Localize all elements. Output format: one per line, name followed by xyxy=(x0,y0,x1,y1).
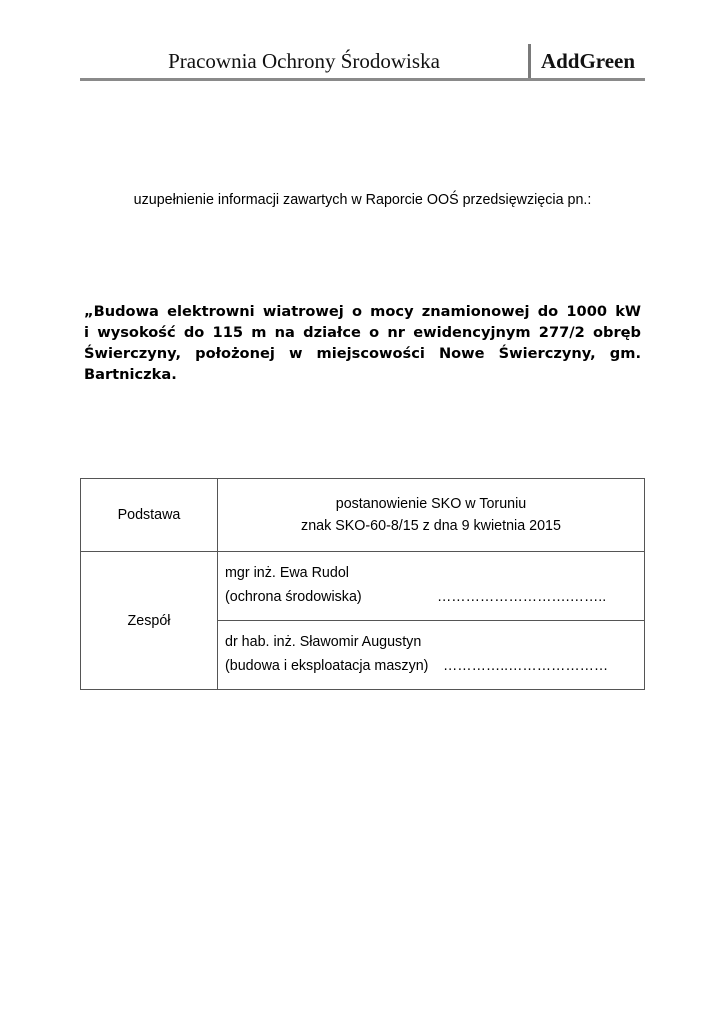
project-title xyxy=(84,301,641,385)
member-name: mgr inż. Ewa Rudol xyxy=(225,565,349,581)
member-field: (budowa i eksploatacja maszyn) xyxy=(225,658,429,674)
basis-label: Podstawa xyxy=(81,479,218,552)
team-row xyxy=(81,552,645,621)
basis-value xyxy=(218,479,645,552)
header-title: Pracownia Ochrony Środowiska xyxy=(168,49,440,73)
header-brand: AddGreen xyxy=(540,49,636,73)
header-rule xyxy=(80,78,645,81)
info-table xyxy=(80,478,645,690)
signature-line: …………..………………… xyxy=(443,658,609,674)
project-title-line: Świerczyny, położonej w miejscowości Nowe Świerczyny, gm. Bartniczka. xyxy=(84,345,641,383)
intro-text: uzupełnienie informacji zawartych w Raporcie OOŚ przedsięwzięcia pn.: xyxy=(133,192,592,208)
basis-row xyxy=(81,479,645,552)
member-field-row xyxy=(225,654,644,678)
basis-line: postanowienie SKO w Toruniu xyxy=(335,496,527,512)
team-member xyxy=(218,552,645,621)
member-field-row xyxy=(225,585,644,609)
team-member xyxy=(218,621,645,690)
project-title-line: i wysokość do 115 m na działce o nr ewidencyjnym 277/2 obręb xyxy=(84,324,641,341)
team-label: Zespół xyxy=(81,552,218,690)
member-field: (ochrona środowiska) xyxy=(225,589,362,605)
member-name: dr hab. inż. Sławomir Augustyn xyxy=(225,634,422,650)
basis-line: znak SKO-60-8/15 z dna 9 kwietnia 2015 xyxy=(301,518,561,534)
page-header xyxy=(80,44,645,80)
project-title-line: „Budowa elektrowni wiatrowej o mocy znamionowej do 1000 kW xyxy=(84,303,641,320)
signature-line: ……………………….…….. xyxy=(437,589,607,605)
